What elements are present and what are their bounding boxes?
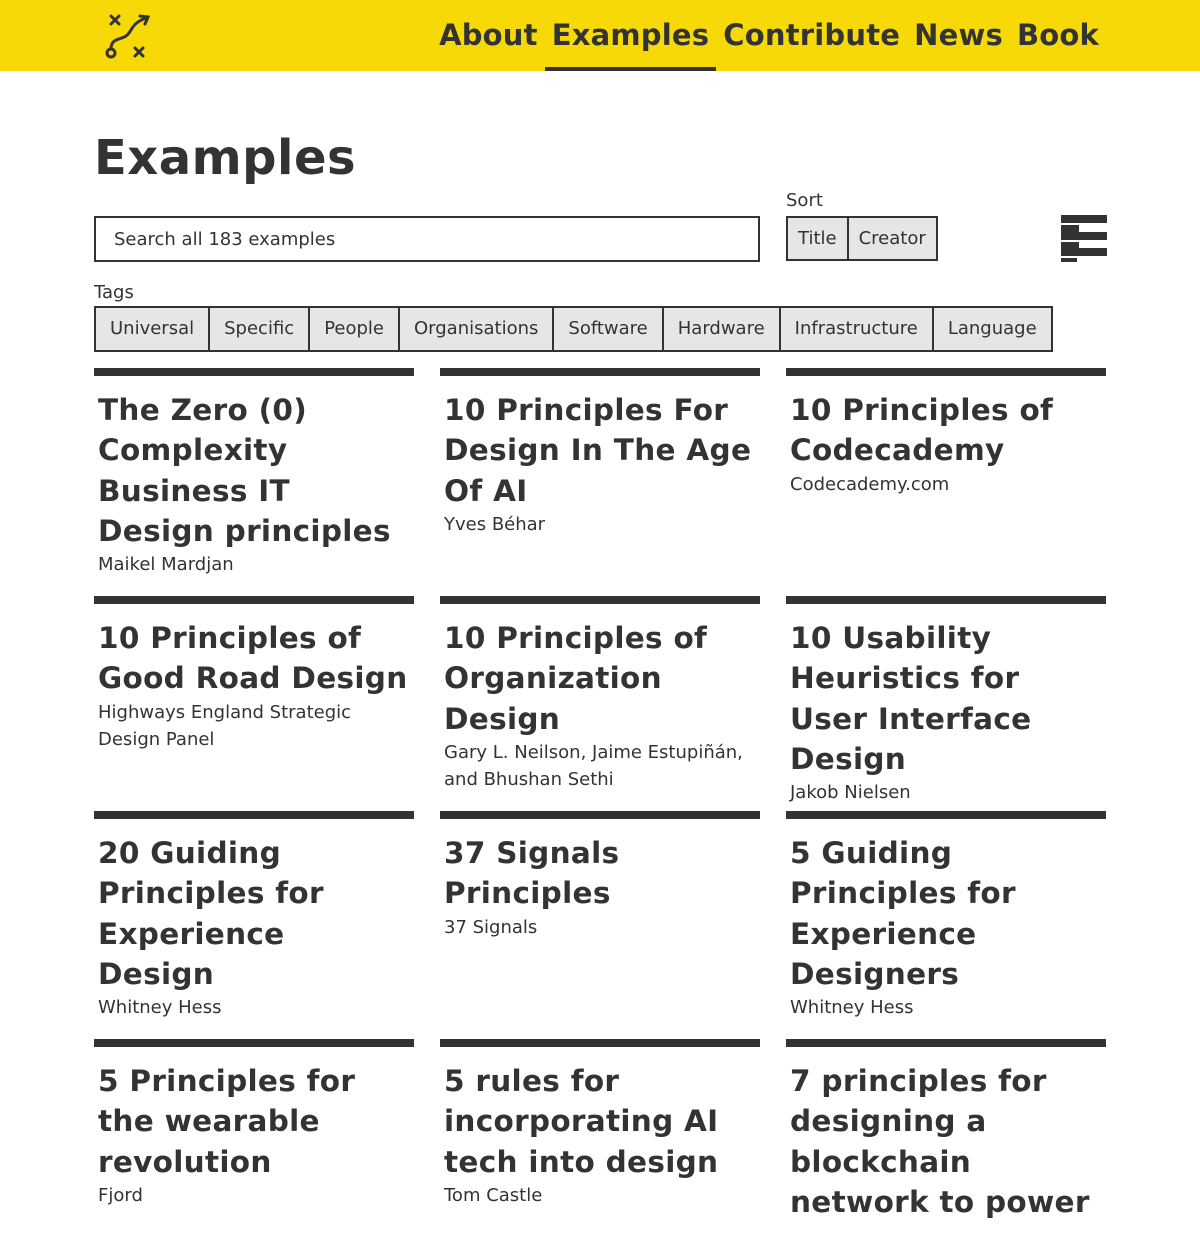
example-card[interactable]: [786, 811, 1106, 1039]
tag-infrastructure[interactable]: Infrastructure: [779, 308, 932, 350]
example-creator: Jakob Nielsen: [790, 782, 911, 804]
tag-universal[interactable]: Universal: [96, 308, 208, 350]
tag-people[interactable]: People: [308, 308, 398, 350]
example-card[interactable]: [786, 1039, 1106, 1239]
tag-language[interactable]: Language: [932, 308, 1051, 350]
example-creator: Fjord: [98, 1184, 143, 1206]
example-title: 5 rules for incorporating AI tech into design: [444, 1064, 719, 1179]
example-creator: Yves Béhar: [444, 513, 546, 535]
example-creator: Whitney Hess: [98, 997, 222, 1019]
example-creator: Gary L. Neilson, Jaime Estupiñán, and Bhushan Sethi: [444, 741, 743, 790]
example-creator: Tom Castle: [444, 1184, 543, 1206]
example-card[interactable]: [440, 1039, 760, 1239]
tag-organisations[interactable]: Organisations: [398, 308, 552, 350]
tag-specific[interactable]: Specific: [208, 308, 308, 350]
main-nav: [432, 0, 1106, 71]
example-creator: Codecademy.com: [790, 473, 950, 495]
example-title: 37 Signals Principles: [444, 836, 620, 911]
example-card[interactable]: [786, 368, 1106, 596]
sort-options: [786, 216, 938, 261]
example-title: 10 Usability Heuristics for User Interface Design: [790, 621, 1032, 776]
nav-book[interactable]: Book: [1016, 18, 1099, 52]
example-creator: Whitney Hess: [790, 997, 914, 1019]
example-title: 7 principles for designing a blockchain network to power: [790, 1064, 1090, 1219]
sort-title-button[interactable]: Title: [788, 218, 847, 259]
example-title: The Zero (0) Complexity Business IT Design principles: [98, 393, 391, 548]
example-card[interactable]: [440, 811, 760, 1039]
top-bar: [0, 0, 1200, 71]
tags-label: Tags: [94, 282, 134, 303]
tag-hardware[interactable]: Hardware: [662, 308, 779, 350]
example-card[interactable]: [94, 596, 414, 811]
example-title: 5 Guiding Principles for Experience Designers: [790, 836, 1016, 991]
example-creator: Maikel Mardjan: [98, 554, 234, 576]
tag-software[interactable]: Software: [552, 308, 661, 350]
example-card[interactable]: [94, 368, 414, 596]
example-card[interactable]: [440, 368, 760, 596]
example-card[interactable]: [94, 811, 414, 1039]
page-title: Examples: [94, 130, 357, 186]
example-title: 20 Guiding Principles for Experience Design: [98, 836, 324, 991]
list-view-icon[interactable]: [1061, 215, 1107, 262]
example-card[interactable]: [94, 1039, 414, 1239]
example-title: 10 Principles For Design In The Age Of AI: [444, 393, 752, 508]
sort-creator-button[interactable]: Creator: [847, 218, 936, 259]
example-card[interactable]: [786, 596, 1106, 811]
example-title: 10 Principles of Organization Design: [444, 621, 708, 736]
example-creator: 37 Signals: [444, 916, 538, 938]
examples-grid: [94, 368, 1106, 1239]
tag-filters: [94, 306, 1053, 352]
example-creator: Highways England Strategic Design Panel: [98, 701, 352, 750]
nav-examples[interactable]: Examples: [545, 0, 717, 71]
search-input[interactable]: [94, 216, 760, 262]
example-title: 10 Principles of Codecademy: [790, 393, 1054, 468]
nav-about[interactable]: About: [439, 18, 538, 52]
route-path-logo-icon[interactable]: [100, 10, 156, 62]
nav-contribute[interactable]: Contribute: [723, 18, 901, 52]
nav-news[interactable]: News: [914, 18, 1003, 52]
example-card[interactable]: [440, 596, 760, 811]
example-title: 10 Principles of Good Road Design: [98, 621, 408, 696]
example-title: 5 Principles for the wearable revolution: [98, 1064, 356, 1179]
sort-label: Sort: [786, 190, 823, 211]
